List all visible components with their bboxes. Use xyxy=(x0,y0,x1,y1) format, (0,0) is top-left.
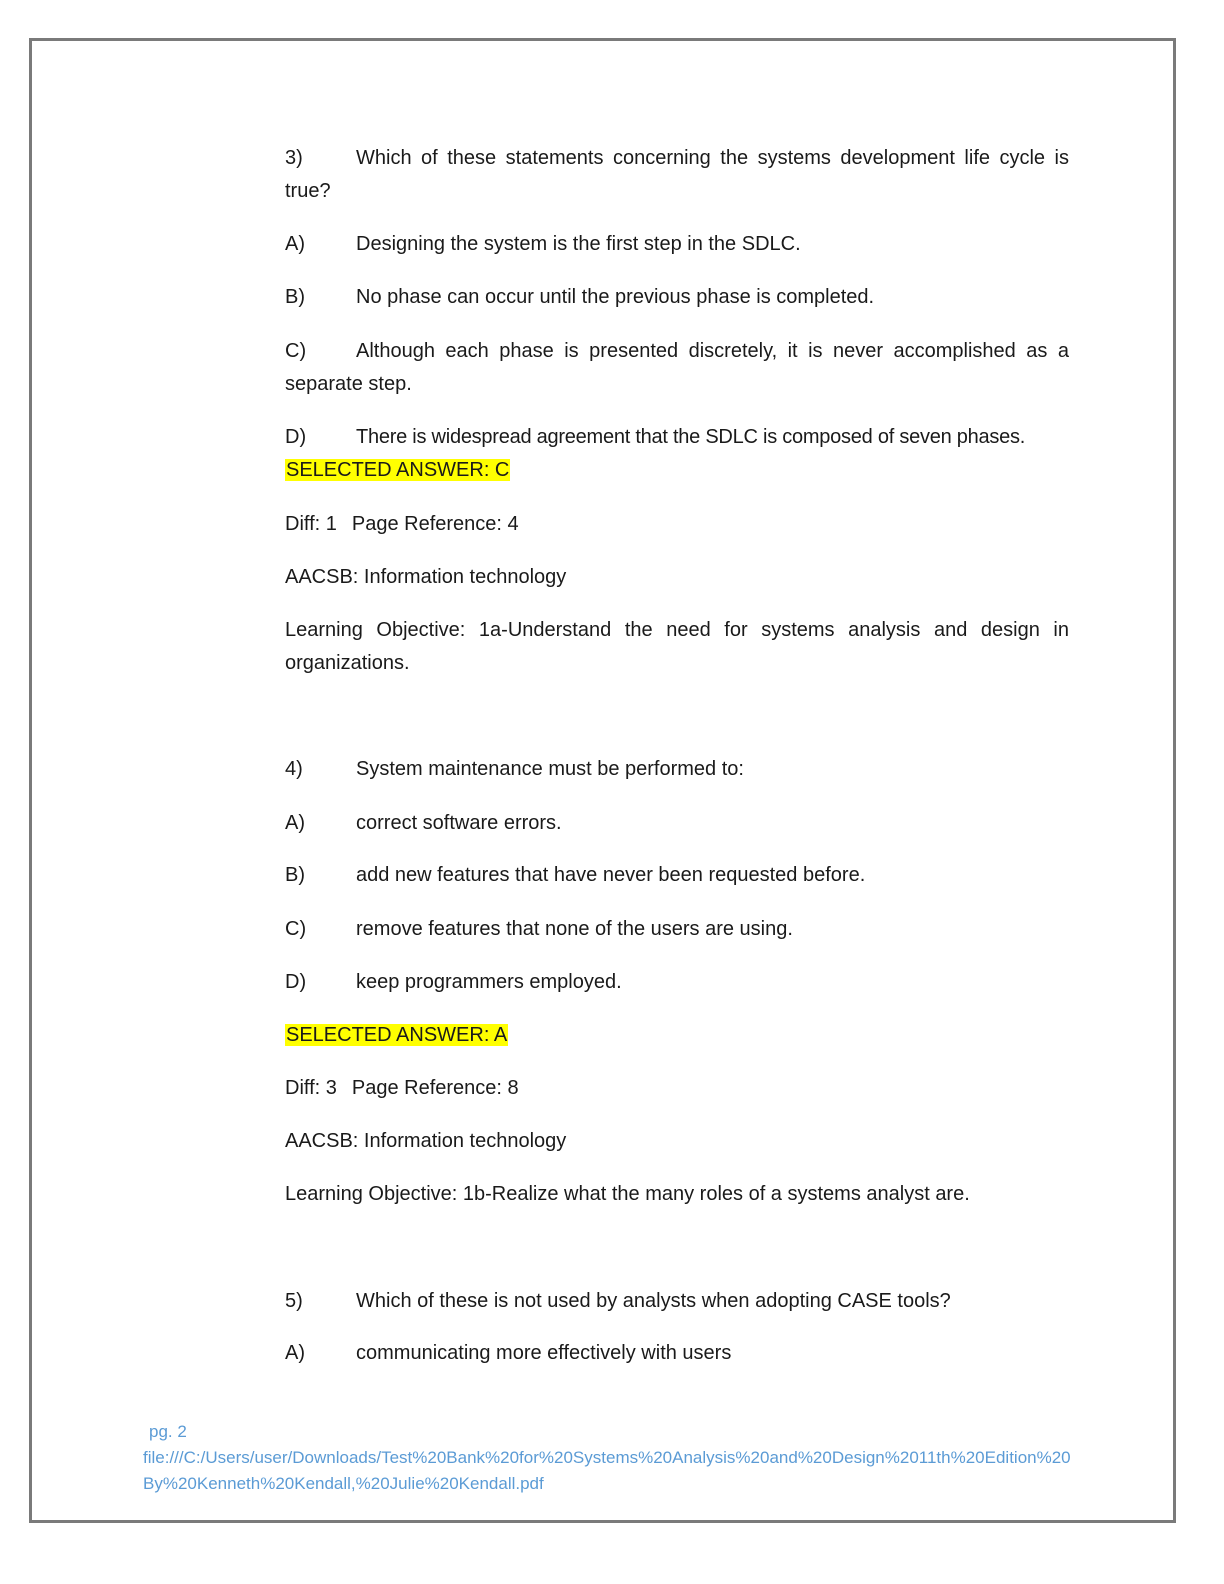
question-text: Which of these statements concerning the systems development life cycle is true? xyxy=(285,147,1069,202)
option-text: add new features that have never been requested before. xyxy=(356,864,866,886)
option-text: keep programmers employed. xyxy=(356,971,622,993)
aacsb xyxy=(285,1125,1069,1158)
question-3 xyxy=(285,142,1069,208)
option-c xyxy=(285,913,1069,946)
page-reference: Page Reference: 8 xyxy=(351,1077,519,1099)
option-letter: D) xyxy=(285,426,307,448)
question-text: System maintenance must be performed to: xyxy=(356,758,744,780)
option-text: No phase can occur until the previous phase is completed. xyxy=(356,286,875,308)
selected-answer xyxy=(285,454,1069,487)
option-b xyxy=(285,281,1069,314)
page-number: pg. 2 xyxy=(149,1422,187,1441)
option-letter: A) xyxy=(285,233,305,255)
learning-objective xyxy=(285,614,1069,680)
option-text: correct software errors. xyxy=(356,812,562,834)
page-reference: Page Reference: 4 xyxy=(351,513,519,535)
selected-answer xyxy=(285,1019,1069,1052)
learning-objective xyxy=(285,1178,1069,1211)
question-number: 3) xyxy=(285,147,303,169)
option-text: communicating more effectively with users xyxy=(356,1342,732,1364)
option-letter: C) xyxy=(285,340,307,362)
aacsb-text: AACSB: Information technology xyxy=(285,566,567,588)
question-4 xyxy=(285,753,1069,786)
diff-page-reference xyxy=(285,1072,1069,1105)
option-text: remove features that none of the users are using. xyxy=(356,918,793,940)
option-b xyxy=(285,859,1069,892)
option-text: There is widespread agreement that the SDLC is composed of seven phases. xyxy=(356,426,1026,448)
difficulty: Diff: 3 xyxy=(285,1077,337,1099)
aacsb-text: AACSB: Information technology xyxy=(285,1130,567,1152)
question-number: 4) xyxy=(285,758,303,780)
option-letter: B) xyxy=(285,286,305,308)
option-a xyxy=(285,807,1069,840)
question-number: 5) xyxy=(285,1290,303,1312)
selected-answer-highlight: SELECTED ANSWER: A xyxy=(286,1024,508,1046)
option-letter: D) xyxy=(285,971,307,993)
difficulty: Diff: 1 xyxy=(285,513,337,535)
option-d xyxy=(285,966,1069,999)
option-a xyxy=(285,1337,1069,1370)
learning-objective-text: Learning Objective: 1a-Understand the need for systems analysis and design in organizations. xyxy=(285,619,1069,674)
option-text: Although each phase is presented discretely, it is never accomplished as a separate step. xyxy=(285,340,1069,395)
question-5 xyxy=(285,1285,1069,1318)
option-d xyxy=(285,421,1069,454)
option-letter: A) xyxy=(285,812,305,834)
question-text: Which of these is not used by analysts when adopting CASE tools? xyxy=(356,1290,951,1312)
option-a xyxy=(285,228,1069,261)
option-letter: A) xyxy=(285,1342,305,1364)
page-footer xyxy=(143,1419,1073,1497)
file-path-link[interactable]: file:///C:/Users/user/Downloads/Test%20Bank%20for%20Systems%20Analysis%20and%20Design%2011th%20Edition%20By%20Kenneth%20Kendall,%20Julie%20Kendall.pdf xyxy=(143,1448,1071,1493)
aacsb xyxy=(285,561,1069,594)
option-text: Designing the system is the first step in the SDLC. xyxy=(356,233,801,255)
selected-answer-highlight: SELECTED ANSWER: C xyxy=(286,459,510,481)
diff-page-reference xyxy=(285,508,1069,541)
learning-objective-text: Learning Objective: 1b-Realize what the many roles of a systems analyst are. xyxy=(285,1183,970,1205)
option-c xyxy=(285,335,1069,401)
option-letter: C) xyxy=(285,918,307,940)
option-letter: B) xyxy=(285,864,305,886)
